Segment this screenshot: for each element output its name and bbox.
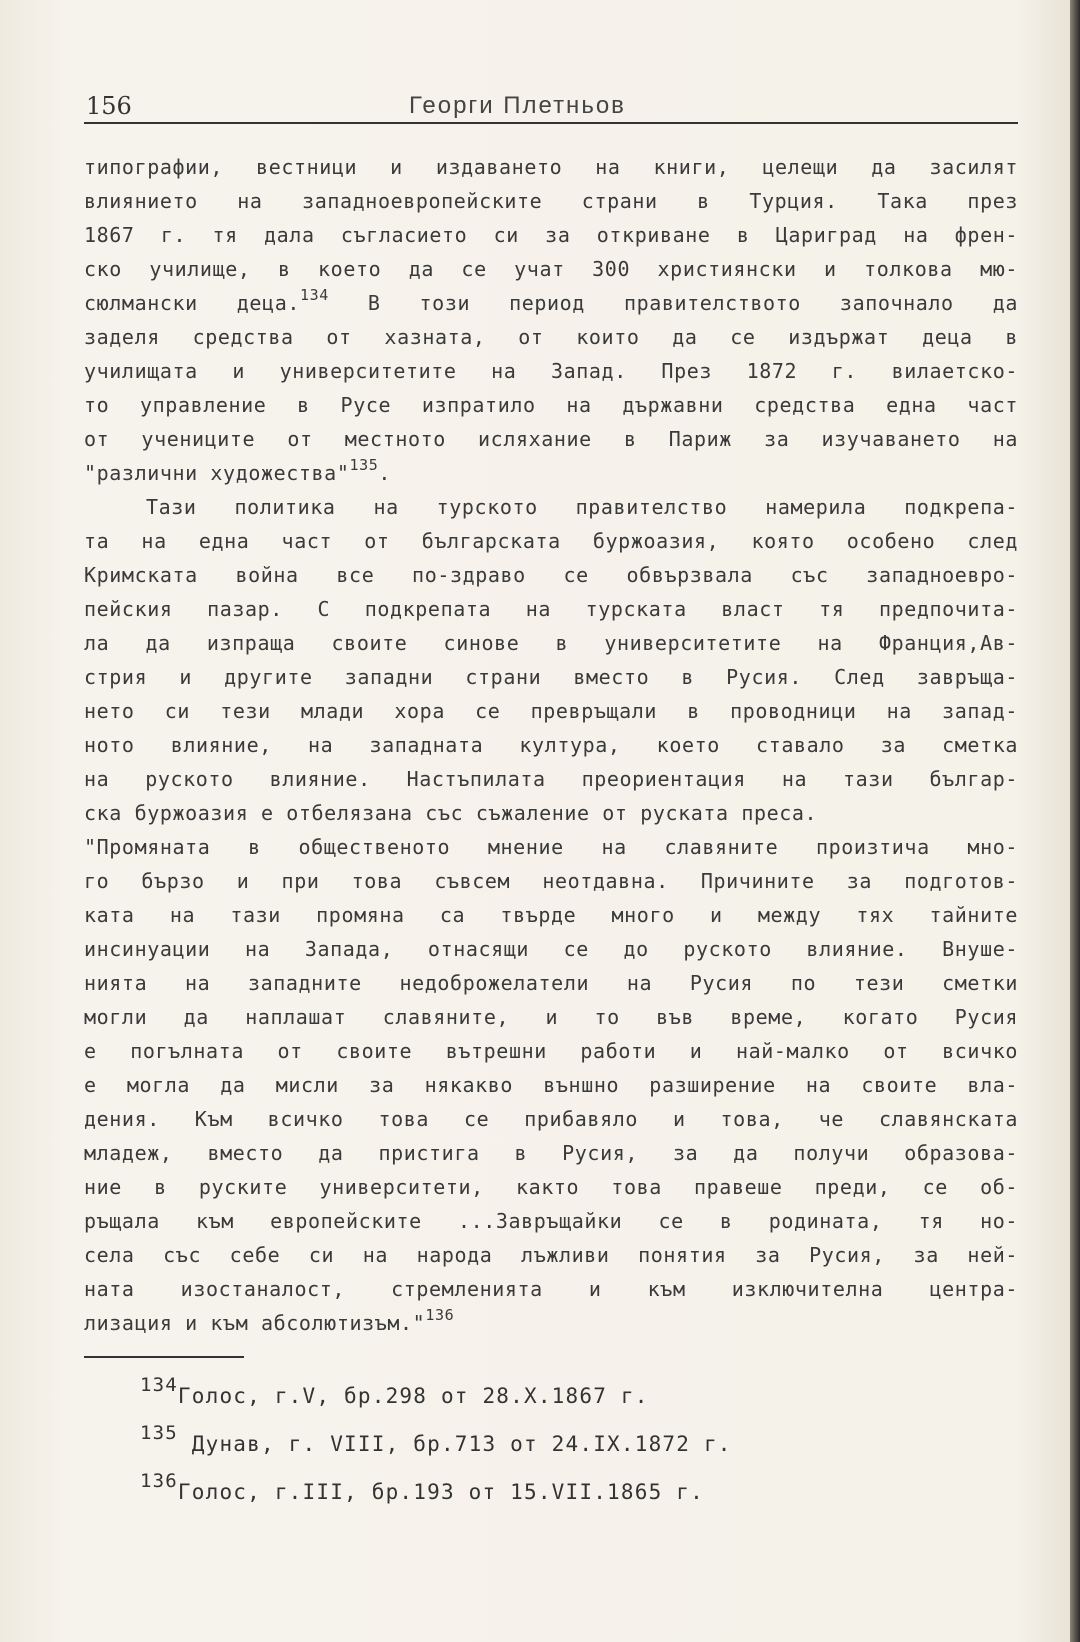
text-line: стрия и другите западни страни вместо в Русия. След завръща- — [84, 665, 1018, 689]
text-line: е погълната от своите вътрешни работи и най-малко от всичко — [84, 1039, 1018, 1063]
text-line: заделя средства от хазната, от които да се издържат деца в — [84, 325, 1018, 349]
text-line: го бързо и при това съвсем неотдавна. Причините за подготов- — [84, 869, 1018, 893]
footnote-number: 134 — [140, 1374, 178, 1396]
footnote — [84, 1420, 1018, 1468]
text-segment: В този период правителството започнало да — [328, 291, 1018, 315]
text-line: Кримската война все по-здраво се обвързвала със западноевро- — [84, 563, 1018, 587]
body-text — [84, 150, 1018, 1340]
text-line: влиянието на западноевропейските страни в Турция. Така през — [84, 189, 1018, 213]
footnote-ref: 134 — [299, 286, 329, 304]
text-line: могли да наплашат славяните, и то във време, когато Русия — [84, 1005, 1018, 1029]
page-number: 156 — [86, 92, 132, 120]
text-line — [84, 1306, 1018, 1340]
text-line: пейския пазар. С подкрепата на турската власт тя предпочита- — [84, 597, 1018, 621]
text-line: ното влияние, на западната култура, което ставало за сметка — [84, 733, 1018, 757]
running-head: Георги Плетньов — [409, 92, 626, 119]
text-segment: сюлмански деца. — [84, 291, 300, 315]
page-header — [84, 92, 1018, 124]
text-line — [84, 286, 1018, 320]
text-line: Тази политика на турското правителство намерила подкрепа- — [146, 495, 1018, 519]
text-segment: . — [378, 461, 392, 485]
text-line: на руското влияние. Настъпилата преориентация на тази българ- — [84, 767, 1018, 791]
text-line: инсинуации на Запада, отнасящи се до руското влияние. Внуше- — [84, 937, 1018, 961]
text-line: ръщала към европейските ...Завръщайки се в родината, тя но- — [84, 1209, 1018, 1233]
footnote-ref: 136 — [425, 1306, 455, 1324]
text-line: то управление в Русе изпратило на държавни средства една част — [84, 393, 1018, 417]
text-line: училищата и университетите на Запад. През 1872 г. вилаетско- — [84, 359, 1018, 383]
text-line: ката на тази промяна са твърде много и между тях тайните — [84, 903, 1018, 927]
text-line — [84, 456, 1018, 490]
text-line: села със себе си на народа лъжливи понятия за Русия, за ней- — [84, 1243, 1018, 1267]
footnote-text: Голос, г.III, бр.193 от 15.VII.1865 г. — [177, 1480, 704, 1504]
text-line: 1867 г. тя дала съгласието си за откриване в Цариград на френ- — [84, 223, 1018, 247]
text-line: ната изостаналост, стремленията и към изключителна центра- — [84, 1277, 1018, 1301]
footnote — [84, 1372, 1018, 1420]
page-edge-shadow — [1070, 0, 1080, 1642]
text-line: та на една част от българската буржоазия, която особено след — [84, 529, 1018, 553]
text-line: ско училище, в което да се учат 300 християнски и толкова мю- — [84, 257, 1018, 281]
footnotes — [84, 1372, 1018, 1516]
text-line: ние в руските университети, както това правеше преди, се об- — [84, 1175, 1018, 1199]
text-line: е могла да мисли за някакво външно разширение на своите вла- — [84, 1073, 1018, 1097]
text-line: от учениците от местното исляхание в Париж за изучаването на — [84, 427, 1018, 451]
footnote-text: Дунав, г. VIII, бр.713 от 24.IX.1872 г. — [177, 1432, 732, 1456]
footnote-ref: 135 — [349, 456, 379, 474]
text-line: ска буржоазия е отбелязана със съжаление от руската преса. — [84, 801, 818, 825]
text-line: дения. Към всичко това се прибавяло и това, че славянската — [84, 1107, 1018, 1131]
text-line: младеж, вместо да пристига в Русия, за да получи образова- — [84, 1141, 1018, 1165]
text-segment: лизация и към абсолютизъм." — [84, 1311, 426, 1335]
footnote-rule — [84, 1356, 244, 1358]
text-line: нията на западните недоброжелатели на Русия по тези сметки — [84, 971, 1018, 995]
text-line: нето си тези млади хора се превръщали в проводници на запад- — [84, 699, 1018, 723]
footnote — [84, 1468, 1018, 1516]
footnote-number: 136 — [140, 1470, 178, 1492]
text-segment: "различни художества" — [84, 461, 350, 485]
text-line: "Промяната в общественото мнение на славяните произтича мно- — [84, 835, 1018, 859]
text-line: ла да изпраща своите синове в университетите на Франция,Ав- — [84, 631, 1018, 655]
text-line: типографии, вестници и издаването на книги, целещи да засилят — [84, 155, 1018, 179]
footnote-text: Голос, г.V, бр.298 от 28.X.1867 г. — [177, 1384, 649, 1408]
footnote-number: 135 — [140, 1422, 178, 1444]
